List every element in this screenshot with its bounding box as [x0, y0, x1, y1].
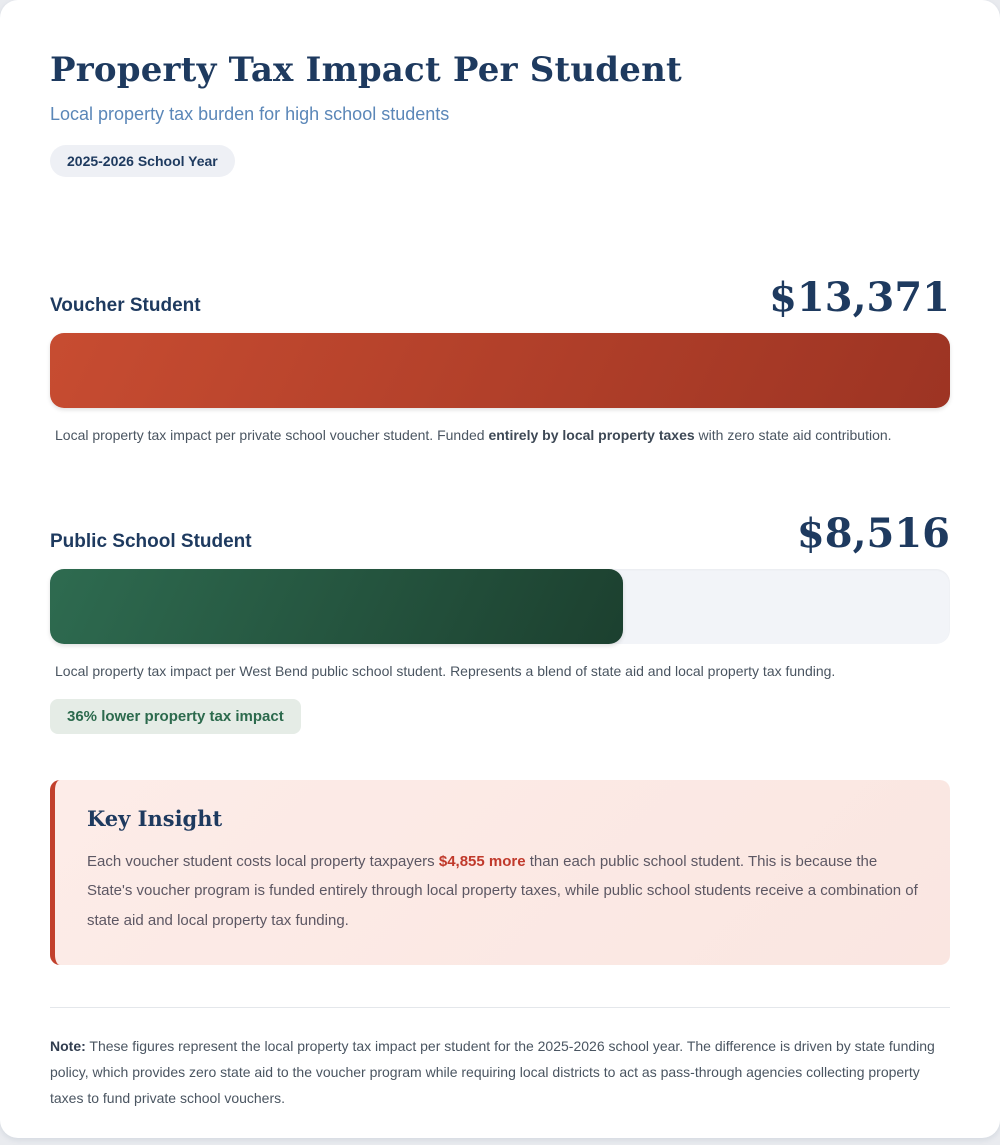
- voucher-student-section: [50, 274, 950, 448]
- public-student-section: [50, 510, 950, 735]
- voucher-label: Voucher Student: [50, 295, 201, 316]
- voucher-description-tail: with zero state aid contribution.: [694, 427, 892, 443]
- voucher-bar-header: [50, 274, 950, 321]
- insight-highlight-amount: $4,855 more: [438, 853, 526, 870]
- public-description: Local property tax impact per West Bend public school student. Represents a blend of state aid and local property tax funding.: [55, 662, 836, 679]
- public-amount: $8,516: [796, 509, 950, 557]
- insight-text-lead: Each voucher student costs local property taxpayers: [87, 853, 439, 870]
- page-subtitle: Local property tax burden for high school students: [50, 104, 450, 124]
- footnote-text: These figures represent the local property tax impact per student for the 2025-2026 school year. The difference is driven by state funding policy, which provides zero state aid to the voucher program while requiring local districts to act as pass-through agencies collecting property taxes to fund private school vouchers.: [50, 1037, 935, 1106]
- public-bar-header: [50, 510, 950, 557]
- key-insight-box: [50, 780, 950, 965]
- footnote: [50, 1034, 950, 1112]
- voucher-description-bold: entirely by local property taxes: [488, 427, 695, 443]
- voucher-description: [50, 423, 950, 448]
- voucher-bar-fill: [50, 333, 950, 408]
- public-bar-fill: [50, 569, 623, 644]
- voucher-description-text: Local property tax impact per private school voucher student. Funded: [55, 427, 489, 443]
- footer-divider: [50, 1007, 950, 1008]
- insight-text-tail: than each public school student. This is because the State's voucher program is funded entirely through local property taxes, while public school students receive a combination of state aid and local property tax funding.: [87, 853, 918, 929]
- key-insight-text: [87, 847, 918, 935]
- footnote-label: Note:: [50, 1037, 86, 1054]
- page-title: Property Tax Impact Per Student: [50, 50, 682, 90]
- voucher-bar-track: [50, 333, 950, 408]
- voucher-amount: $13,371: [769, 274, 950, 321]
- key-insight-title: Key Insight: [87, 806, 223, 831]
- school-year-badge: 2025-2026 School Year: [50, 145, 235, 177]
- public-label: Public School Student: [50, 530, 252, 552]
- comparison-badge: 36% lower property tax impact: [50, 699, 301, 734]
- public-bar-track: [50, 569, 950, 644]
- report-header: [50, 50, 950, 177]
